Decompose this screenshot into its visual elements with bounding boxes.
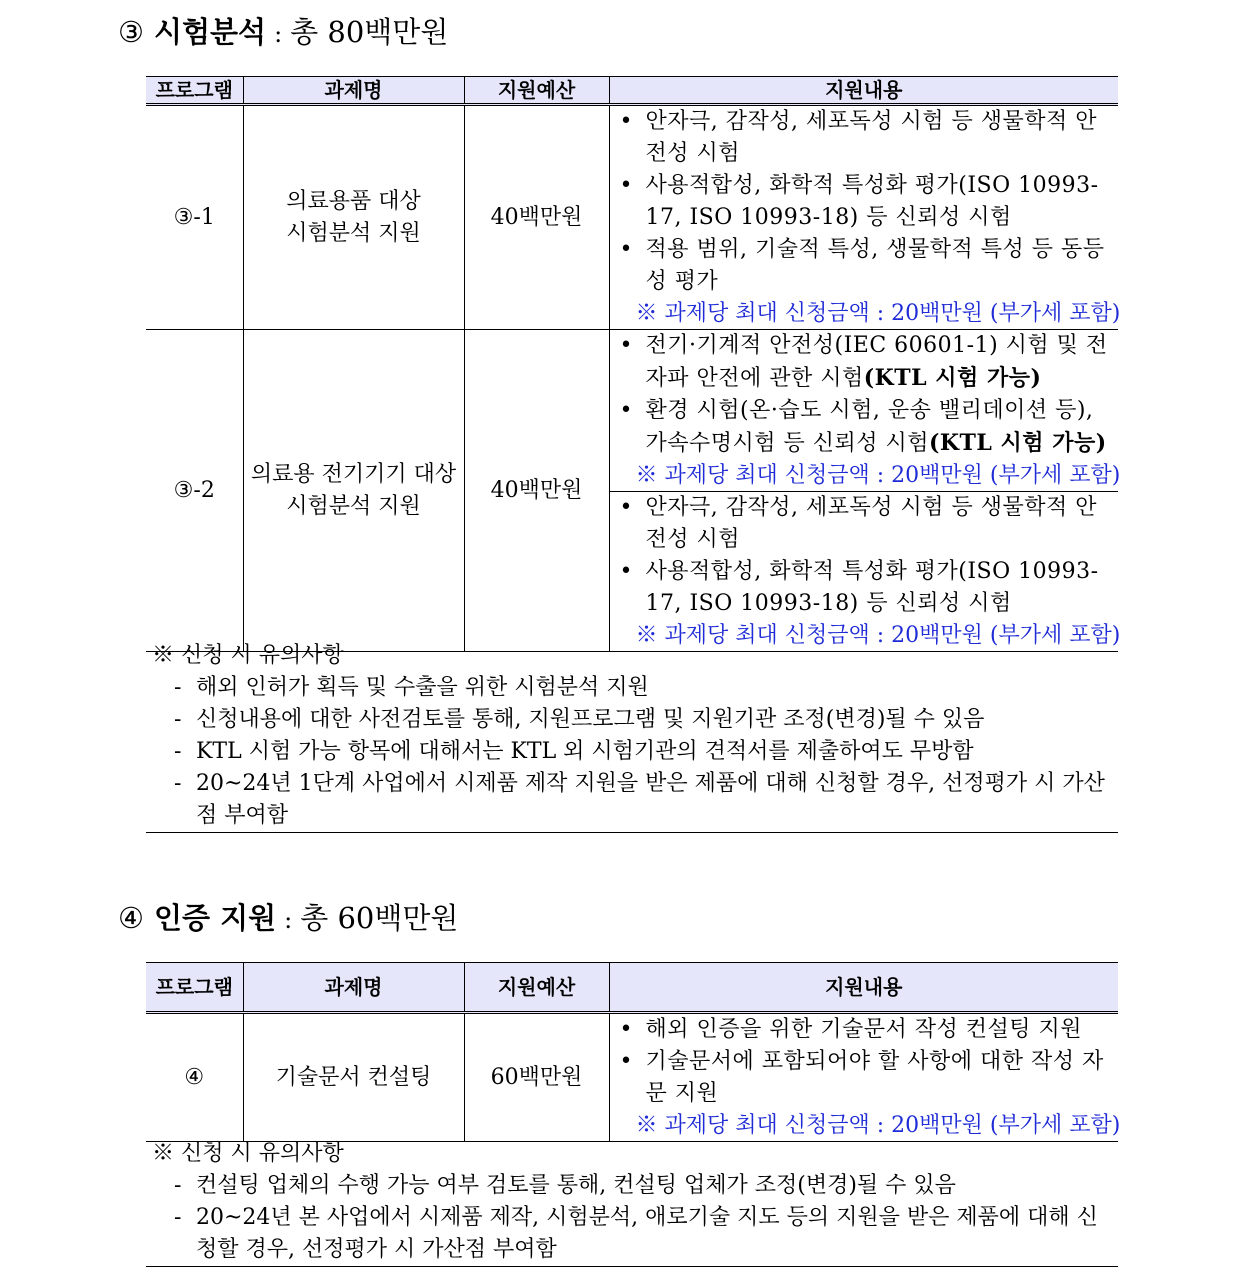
table-row — [146, 1013, 1118, 1142]
section4-title — [118, 900, 458, 938]
max-amount-note: ※ 과제당 최대 신청금액 : 20백만원 (부가세 포함) — [635, 1113, 1121, 1138]
list-item: • 사용적합성, 화학적 특성화 평가(ISO 10993-17, ISO 10993-18) 등 신뢰성 시험 — [618, 556, 1115, 620]
section3-number: ③ — [118, 15, 144, 49]
task-line: 의료용품 대상 — [286, 188, 421, 214]
header-task: 과제명 — [243, 963, 464, 1013]
note-item: - 해외 인허가 획득 및 수출을 위한 시험분석 지원 — [174, 675, 649, 700]
section4-table — [146, 962, 1121, 1142]
bullet-icon: • — [619, 1049, 633, 1074]
content-cell — [609, 330, 1121, 492]
section4-number: ④ — [118, 901, 144, 935]
header-task: 과제명 — [243, 77, 464, 105]
section4-total: 총 60백만원 — [300, 901, 459, 935]
header-program: 프로그램 — [146, 963, 243, 1013]
header-budget: 지원예산 — [464, 963, 609, 1013]
bullet-icon: • — [619, 559, 633, 584]
list-item: • 안자극, 감작성, 세포독성 시험 등 생물학적 안전성 시험 — [618, 106, 1115, 170]
bullet-icon: • — [619, 109, 633, 134]
header-program: 프로그램 — [146, 77, 243, 105]
task-cell: 기술문서 컨설팅 — [243, 1013, 464, 1142]
list-item: • 사용적합성, 화학적 특성화 평가(ISO 10993-17, ISO 10993-18) 등 신뢰성 시험 — [618, 170, 1115, 234]
task-line: 시험분석 지원 — [286, 220, 421, 246]
notes-heading: ※ 신청 시 유의사항 — [152, 643, 344, 668]
section3-total: 총 80백만원 — [290, 15, 449, 49]
list-item: • 전기·기계적 안전성(IEC 60601-1) 시험 및 전자파 안전에 관한 시험(KTL 시험 가능) — [618, 330, 1115, 395]
section4-colon: : — [284, 906, 293, 934]
task-line: 시험분석 지원 — [286, 493, 421, 519]
section4-name: 인증 지원 — [154, 901, 277, 935]
section3-notes — [146, 640, 1118, 833]
list-item: • 해외 인증을 위한 기술문서 작성 컨설팅 지원 — [618, 1014, 1115, 1046]
list-item: • 기술문서에 포함되어야 할 사항에 대한 작성 자문 지원 — [618, 1046, 1115, 1110]
section3-title — [118, 14, 448, 52]
table-row — [146, 330, 1118, 492]
max-amount-note: ※ 과제당 최대 신청금액 : 20백만원 (부가세 포함) — [635, 623, 1121, 648]
section4-notes — [146, 1138, 1118, 1267]
table-row — [146, 105, 1118, 330]
max-amount-note: ※ 과제당 최대 신청금액 : 20백만원 (부가세 포함) — [635, 301, 1121, 326]
bullet-icon: • — [619, 333, 633, 358]
list-item: • 환경 시험(온·습도 시험, 운송 밸리데이션 등), 가속수명시험 등 신뢰성 시험(KTL 시험 가능) — [618, 395, 1115, 460]
header-budget: 지원예산 — [464, 77, 609, 105]
bullet-icon: • — [619, 1017, 633, 1042]
header-content: 지원내용 — [609, 77, 1118, 105]
budget-cell: 60백만원 — [464, 1013, 609, 1142]
task-cell — [243, 105, 464, 330]
program-cell: ③-2 — [146, 330, 243, 652]
header-content: 지원내용 — [609, 963, 1118, 1013]
content-cell — [609, 1013, 1121, 1142]
bullet-icon: • — [619, 237, 633, 262]
bullet-icon: • — [619, 173, 633, 198]
task-line: 의료용 전기기기 대상 — [250, 461, 457, 487]
list-item: • 안자극, 감작성, 세포독성 시험 등 생물학적 안전성 시험 — [618, 492, 1115, 556]
program-cell: ④ — [146, 1013, 243, 1142]
bullet-icon: • — [619, 398, 633, 423]
budget-cell: 40백만원 — [464, 105, 609, 330]
content-cell — [609, 105, 1121, 330]
bullet-icon: • — [619, 495, 633, 520]
note-item: - 컨설팅 업체의 수행 가능 여부 검토를 통해, 컨설팅 업체가 조정(변경)될 수 있음 — [174, 1173, 956, 1198]
section3-name: 시험분석 — [154, 15, 267, 49]
section3-table — [146, 76, 1121, 652]
note-item: - KTL 시험 가능 항목에 대해서는 KTL 외 시험기관의 견적서를 제출하여도 무방함 — [174, 739, 974, 764]
content-cell — [609, 492, 1121, 652]
note-item: - 20~24년 1단계 사업에서 시제품 제작 지원을 받은 제품에 대해 신청할 경우, 선정평가 시 가산점 부여함 — [174, 771, 1105, 828]
budget-cell: 40백만원 — [464, 330, 609, 652]
note-item: - 신청내용에 대한 사전검토를 통해, 지원프로그램 및 지원기관 조정(변경)될 수 있음 — [174, 707, 985, 732]
section3-colon: : — [274, 20, 283, 48]
program-cell: ③-1 — [146, 105, 243, 330]
list-item: • 적용 범위, 기술적 특성, 생물학적 특성 등 동등성 평가 — [618, 234, 1115, 298]
notes-heading: ※ 신청 시 유의사항 — [152, 1141, 344, 1166]
note-item: - 20~24년 본 사업에서 시제품 제작, 시험분석, 애로기술 지도 등의 지원을 받은 제품에 대해 신청할 경우, 선정평가 시 가산점 부여함 — [174, 1205, 1098, 1262]
task-cell — [243, 330, 464, 652]
max-amount-note: ※ 과제당 최대 신청금액 : 20백만원 (부가세 포함) — [635, 463, 1121, 488]
